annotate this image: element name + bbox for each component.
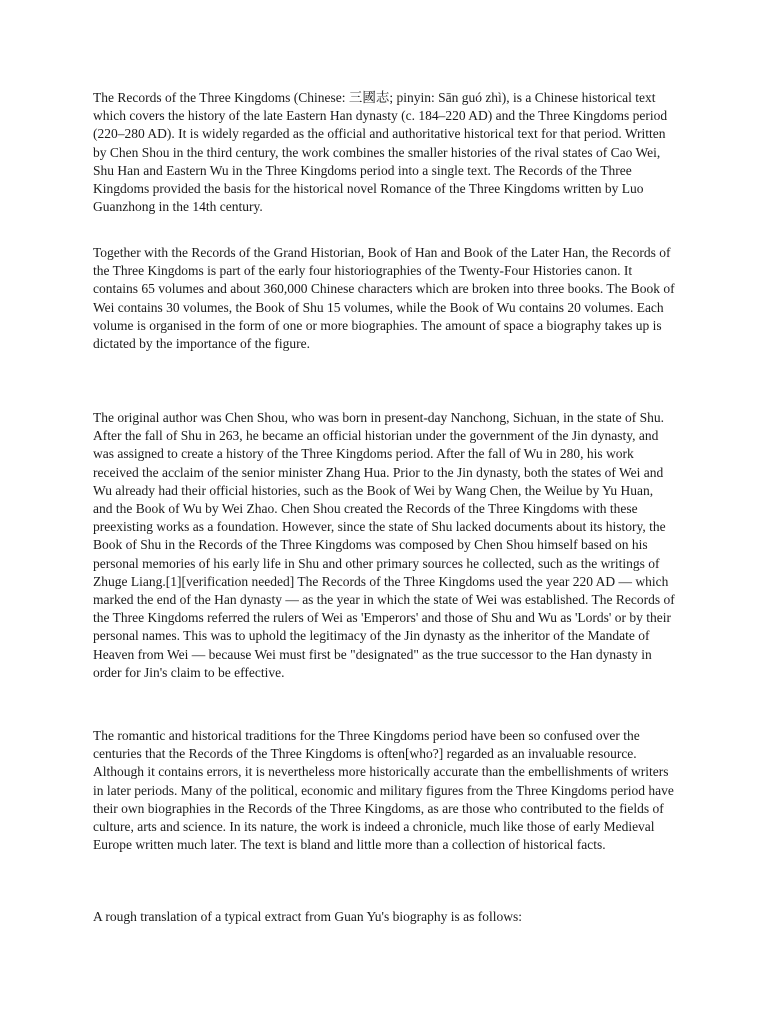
paragraph-introduction: The Records of the Three Kingdoms (Chinese: 三國志; pinyin: Sān guó zhì), is a Chinese historical text which covers the history of the late Eastern Han dynasty (c. 184–220 AD) and the Three Kingdoms period (220–280 AD). It is widely regarded as the official and authoritative historical text for that period. Written by Chen Shou in the third century, the work combines the smaller histories of the rival states of Cao Wei, Shu Han and Eastern Wu in the Three Kingdoms period into a single text. The Records of the Three Kingdoms provided the basis for the historical novel Romance of the Three Kingdoms written by Luo Guanzhong in the 14th century.	[93, 90, 668, 215]
paragraph-structure: Together with the Records of the Grand Historian, Book of Han and Book of the Later Han, the Records of the Three Kingdoms is part of the early four historiographies of the Twenty-Four Histories canon. It contains 65 volumes and about 360,000 Chinese characters which are broken into three books. The Book of Wei contains 30 volumes, the Book of Shu 15 volumes, while the Book of Wu contains 20 volumes. Each volume is organised in the form of one or more biographies. The amount of space a biography takes up is dictated by the importance of the figure.	[93, 245, 675, 352]
paragraph-assessment: The romantic and historical traditions for the Three Kingdoms period have been so confused over the centuries that the Records of the Three Kingdoms is often[who?] regarded as an invaluable resource. Although it contains errors, it is nevertheless more historically accurate than the embellishments of writers in later periods. Many of the political, economic and military figures from the Three Kingdoms period have their own biographies in the Records of the Three Kingdoms, as are those who contributed to the fields of culture, arts and science. In its nature, the work is indeed a chronicle, much like those of early Medieval Europe written much later. The text is bland and little more than a collection of historical facts.	[93, 728, 674, 853]
paragraph-extract-intro: A rough translation of a typical extract from Guan Yu's biography is as follows:	[93, 909, 522, 924]
paragraph-authorship: The original author was Chen Shou, who was born in present-day Nanchong, Sichuan, in the state of Shu. After the fall of Shu in 263, he became an official historian under the government of the Jin dynasty, and was assigned to create a history of the Three Kingdoms period. After the fall of Wu in 280, his work received the acclaim of the senior minister Zhang Hua. Prior to the Jin dynasty, both the states of Wei and Wu already had their official histories, such as the Book of Wei by Wang Chen, the Weilue by Yu Huan, and the Book of Wu by Wei Zhao. Chen Shou created the Records of the Three Kingdoms with these preexisting works as a foundation. However, since the state of Shu lacked documents about its history, the Book of Shu in the Records of the Three Kingdoms was composed by Chen Shou himself based on his personal memories of his early life in Shu and other primary sources he collected, such as the writings of Zhuge Liang.[1][verification needed] The Records of the Three Kingdoms used the year 220 AD — which marked the end of the Han dynasty — as the year in which the state of Wei was established. The Records of the Three Kingdoms referred the rulers of Wei as 'Emperors' and those of Shu and Wu as 'Lords' or by their personal names. This was to uphold the legitimacy of the Jin dynasty as the inheritor of the Mandate of Heaven from Wei — because Wei must first be "designated" as the true successor to the Han dynasty in order for Jin's claim to be effective.	[93, 410, 675, 680]
